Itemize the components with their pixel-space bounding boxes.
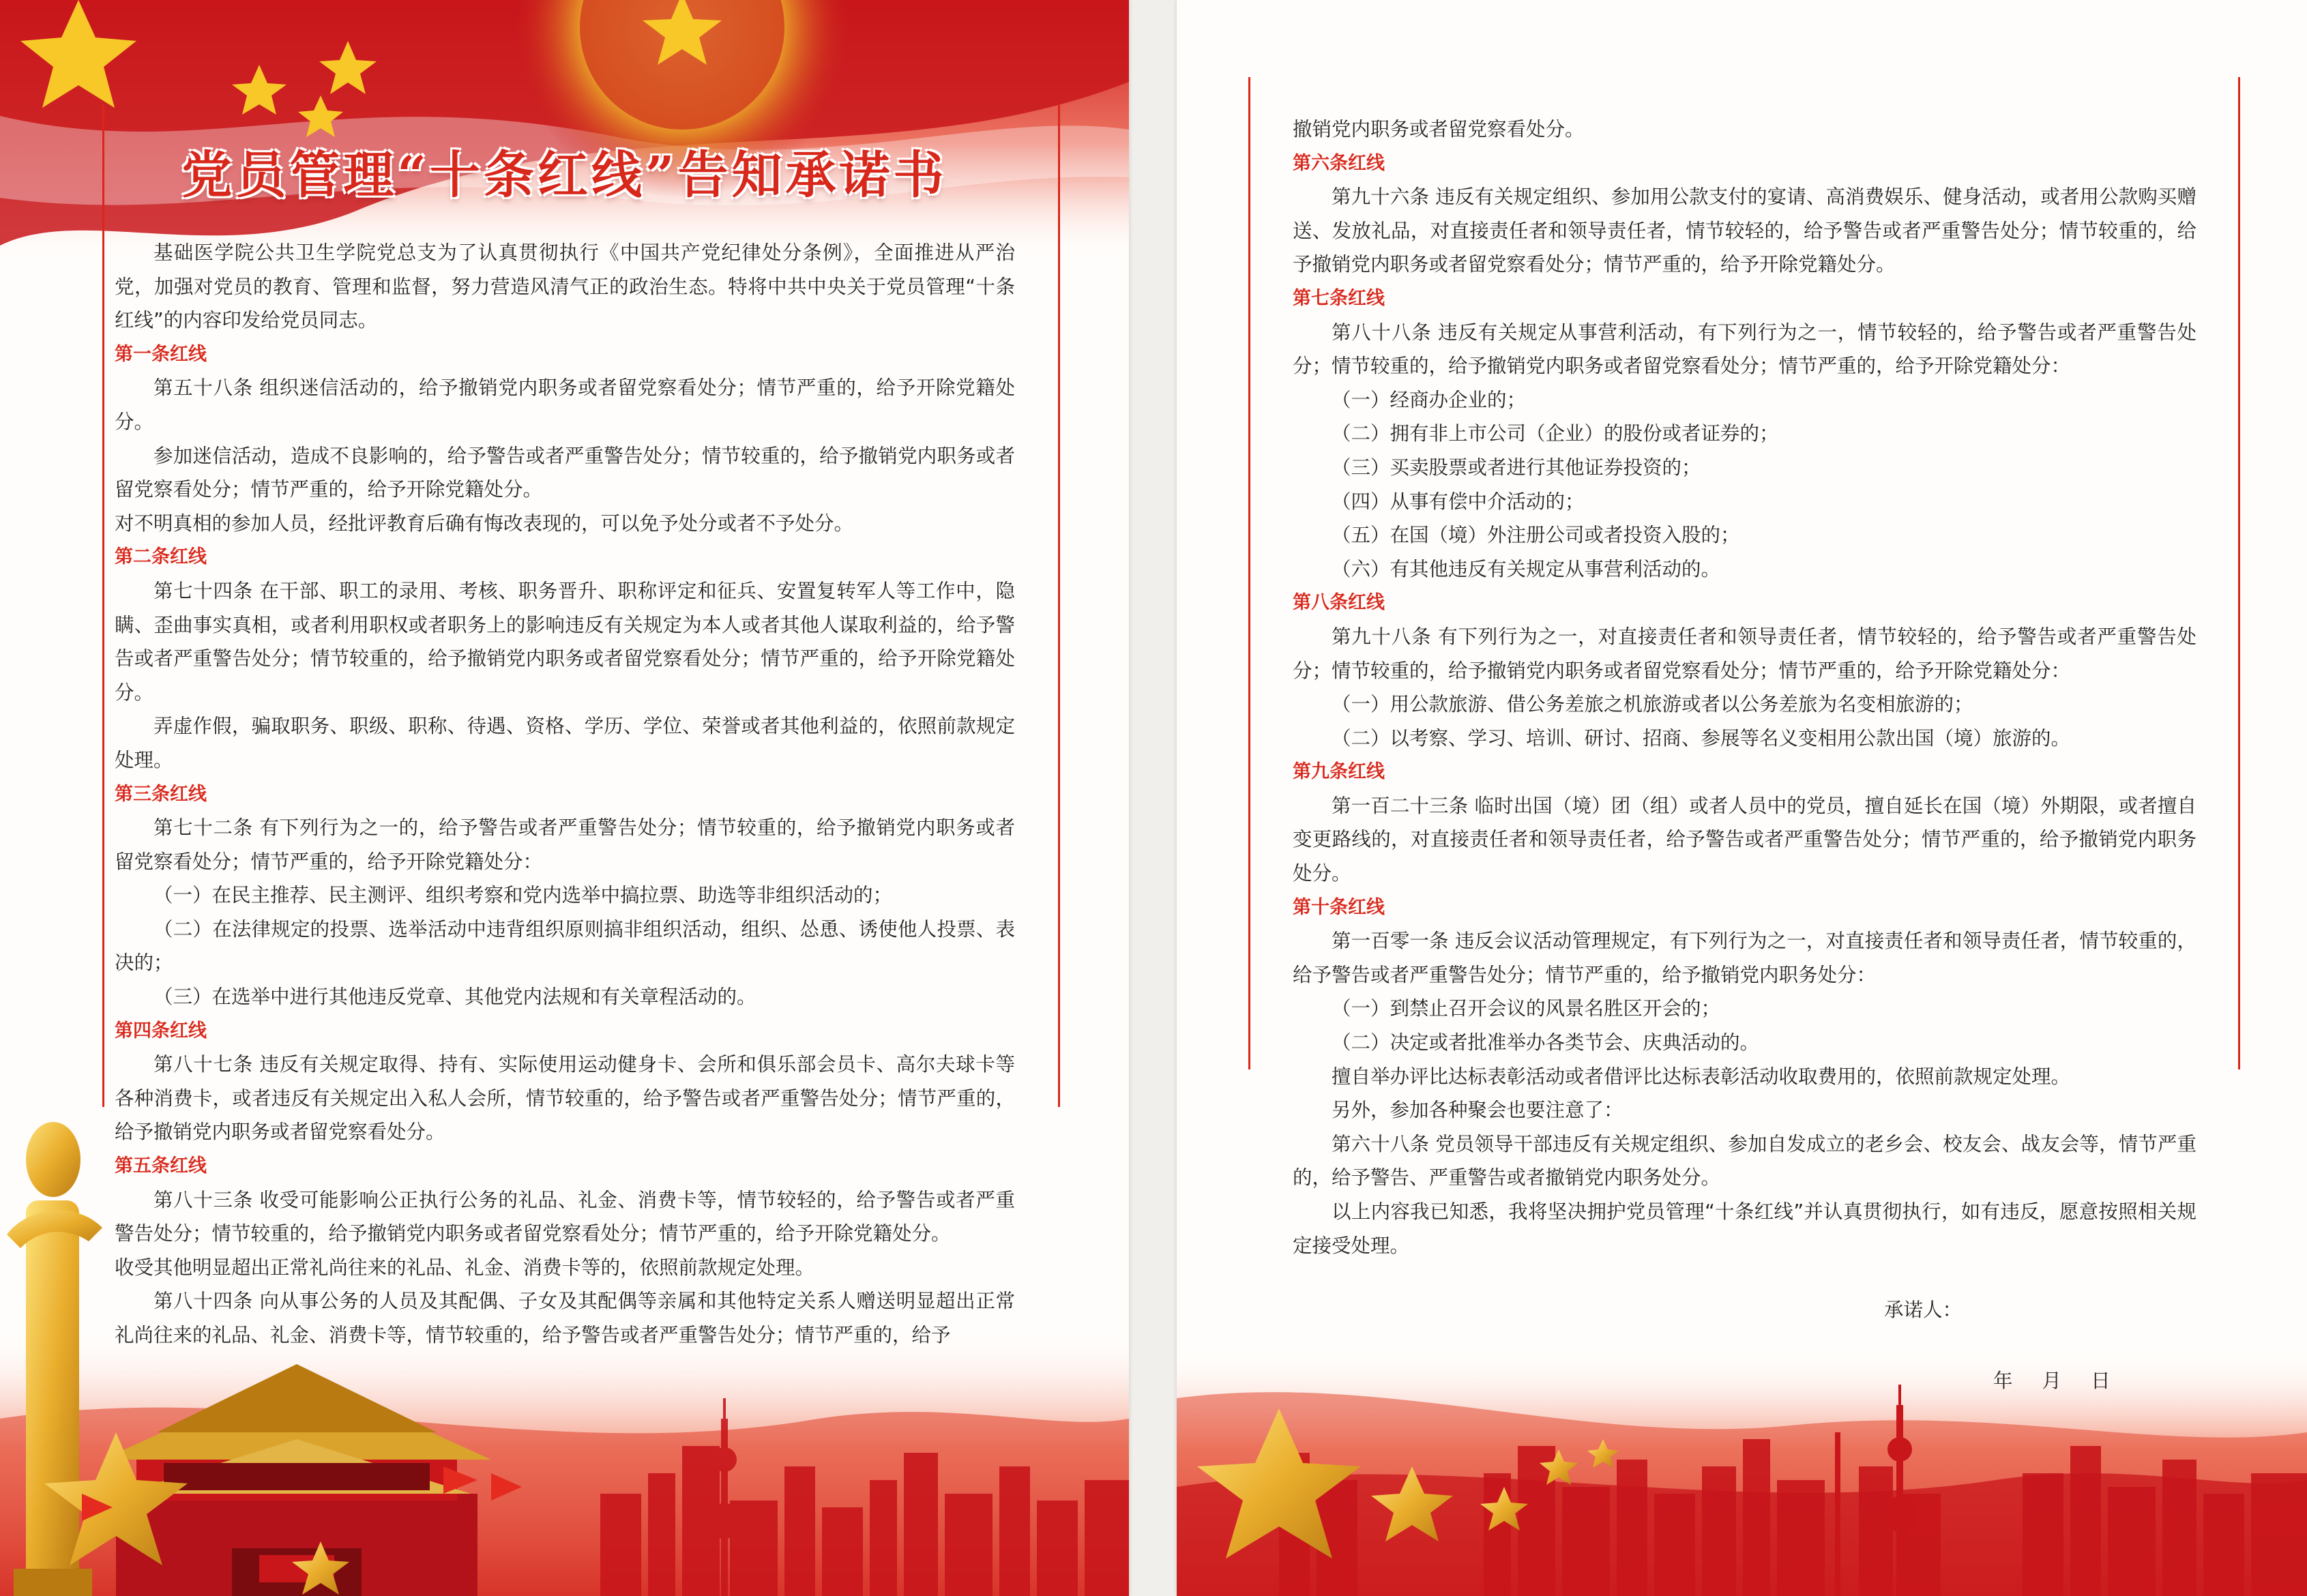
article-paragraph: 第九十八条 有下列行为之一，对直接责任者和领导责任者，情节较轻的，给予警告或者严重警告处分；情节较重的，给予撤销党内职务或者留党察看处分；情节严重的，给予开除党籍处分： [1293,625,2196,682]
section-heading: 第五条红线 [115,1155,207,1177]
list-item: （六）有其他违反有关规定从事营利活动的。 [1332,557,1721,580]
article-paragraph: 第六十八条 党员领导干部违反有关规定组织、参加自发成立的老乡会、校友会、战友会等，情节严重的，给予警告、严重警告或者撤销党内职务处分。 [1293,1132,2196,1189]
section-heading: 第九条红线 [1293,761,1385,783]
article-paragraph: 弄虚作假，骗取职务、职级、职称、待遇、资格、学历、学位、荣誉或者其他利益的，依照前款规定处理。 [115,715,1015,771]
list-item: （三）在选举中进行其他违反党章、其他党内法规和有关章程活动的。 [153,986,756,1009]
plain-paragraph: 对不明真相的参加人员，经批评教育后确有悔改表现的，可以免予处分或者不予处分。 [115,512,854,535]
article-paragraph: 第九十六条 违反有关规定组织、参加用公款支付的宴请、高消费娱乐、健身活动，或者用公款购买赠送、发放礼品，对直接责任者和领导责任者，情节较轻的，给予警告或者严重警告处分；情节较重的，给予撤销党内职务或者留党察看处分；情节严重的，给予开除党籍处分。 [1293,186,2196,276]
list-item: （一）经商办企业的； [1332,388,1527,411]
right-page-left-line [1248,77,1250,1069]
list-item: （一）用公款旅游、借公务差旅之机旅游或者以公务差旅为名变相旅游的； [1332,693,1973,716]
signature-label: 承诺人： [1884,1299,1963,1321]
left-margin-line [102,104,104,1107]
section-heading: 第七条红线 [1293,287,1385,309]
section-heading: 第二条红线 [115,546,207,568]
article-paragraph: 第七十二条 有下列行为之一的，给予警告或者严重警告处分；情节较重的，给予撤销党内职务或者留党察看处分；情节严重的，给予开除党籍处分： [115,816,1015,873]
page-title: 党员管理“十条红线”告知承诺书 [181,146,947,205]
article-paragraph: 第八十八条 违反有关规定从事营利活动，有下列行为之一，情节较轻的，给予警告或者严重警告处分；情节较重的，给予撤销党内职务或者留党察看处分；情节严重的，给予开除党籍处分： [1293,321,2196,378]
section-heading: 第六条红线 [1293,152,1385,174]
list-item: （五）在国（境）外注册公司或者投资入股的； [1332,524,1740,547]
article-paragraph: 第八十三条 收受可能影响公正执行公务的礼品、礼金、消费卡等，情节较轻的，给予警告或者严重警告处分；情节较重的，给予撤销党内职务或者留党察看处分；情节严重的，给予开除党籍处分。 [115,1188,1015,1245]
list-item: （二）拥有非上市公司（企业）的股份或者证券的； [1332,422,1779,445]
section-heading: 第十条红线 [1293,896,1385,918]
list-item: （三）买卖股票或者进行其他证券投资的； [1332,456,1701,479]
article-paragraph: 第一百二十三条 临时出国（境）团（组）或者人员中的党员，擅自延长在国（境）外期限，或者擅自变更路线的，对直接责任者和领导责任者，给予警告或者严重警告处分；情节严重的，给予撤销党内职务处分。 [1293,794,2196,885]
list-item: 另外，参加各种聚会也要注意了： [1332,1099,1623,1122]
right-page-text [1293,113,2196,1262]
section-heading: 第一条红线 [115,343,207,365]
list-item: （一）到禁止召开会议的风景名胜区开会的； [1332,997,1721,1020]
article-paragraph: （二）在法律规定的投票、选举活动中违背组织原则搞非组织活动，组织、怂恿、诱使他人投票、表决的； [115,917,1015,975]
article-paragraph: 参加迷信活动，造成不良影响的，给予警告或者严重警告处分；情节较重的，给予撤销党内职务或者留党察看处分；情节严重的，给予开除党籍处分。 [115,444,1015,501]
left-page [0,0,1129,1596]
article-paragraph: 以上内容我已知悉，我将坚决拥护党员管理“十条红线”并认真贯彻执行，如有违反，愿意按照相关规定接受处理。 [1293,1200,2196,1257]
article-paragraph: 基础医学院公共卫生学院党总支为了认真贯彻执行《中国共产党纪律处分条例》，全面推进从严治党，加强对党员的教育、管理和监督，努力营造风清气正的政治生态。特将中共中央关于党员管理“十条红线”的内容印发给党员同志。 [115,241,1015,332]
left-page-text [115,236,1015,1353]
date-label: 年 月 日 [1993,1370,2111,1392]
article-paragraph: 第八十七条 违反有关规定取得、持有、实际使用运动健身卡、会所和俱乐部会员卡、高尔夫球卡等各种消费卡，或者违反有关规定出入私人会所，情节较重的，给予警告或者严重警告处分；情节严重的，给予撤销党内职务或者留党察看处分。 [115,1053,1015,1144]
article-paragraph: 第八十四条 向从事公务的人员及其配偶、子女及其配偶等亲属和其他特定关系人赠送明显超出正常礼尚往来的礼品、礼金、消费卡等，情节较重的，给予警告或者严重警告处分；情节严重的，给予 [115,1290,1015,1346]
list-item: （一）在民主推荐、民主测评、组织考察和党内选举中搞拉票、助选等非组织活动的； [153,884,893,907]
article-paragraph: 第七十四条 在干部、职工的录用、考核、职务晋升、职称评定和征兵、安置复转军人等工作中，隐瞒、歪曲事实真相，或者利用职权或者职务上的影响违反有关规定为本人或者其他人谋取利益的，给予警告或者严重警告处分；情节较重的，给予撤销党内职务或者留党察看处分；情节严重的，给予开除党籍处分。 [115,579,1015,704]
section-heading: 第八条红线 [1293,592,1385,614]
right-margin-line [1058,104,1060,1107]
list-item: （四）从事有偿中介活动的； [1332,490,1585,513]
list-item: （二）以考察、学习、培训、研讨、招商、参展等名义变相用公款出国（境）旅游的。 [1332,726,2071,750]
section-heading: 第三条红线 [115,783,207,805]
plain-paragraph: 收受其他明显超出正常礼尚往来的礼品、礼金、消费卡等的，依照前款规定处理。 [115,1256,815,1279]
section-heading: 第四条红线 [115,1020,207,1041]
plain-paragraph: 撤销党内职务或者留党察看处分。 [1293,118,1585,141]
right-page-right-line [2238,77,2240,1069]
article-paragraph: 第五十八条 组织迷信活动的，给予撤销党内职务或者留党察看处分；情节严重的，给予开除党籍处分。 [115,376,1015,433]
list-item: 擅自举办评比达标表彰活动或者借评比达标表彰活动收取费用的，依照前款规定处理。 [1332,1065,2071,1088]
list-item: （二）决定或者批准举办各类节会、庆典活动的。 [1332,1031,1760,1054]
article-paragraph: 第一百零一条 违反会议活动管理规定，有下列行为之一，对直接责任者和领导责任者，情节较重的，给予警告或者严重警告处分；情节严重的，给予撤销党内职务处分： [1293,930,2196,986]
